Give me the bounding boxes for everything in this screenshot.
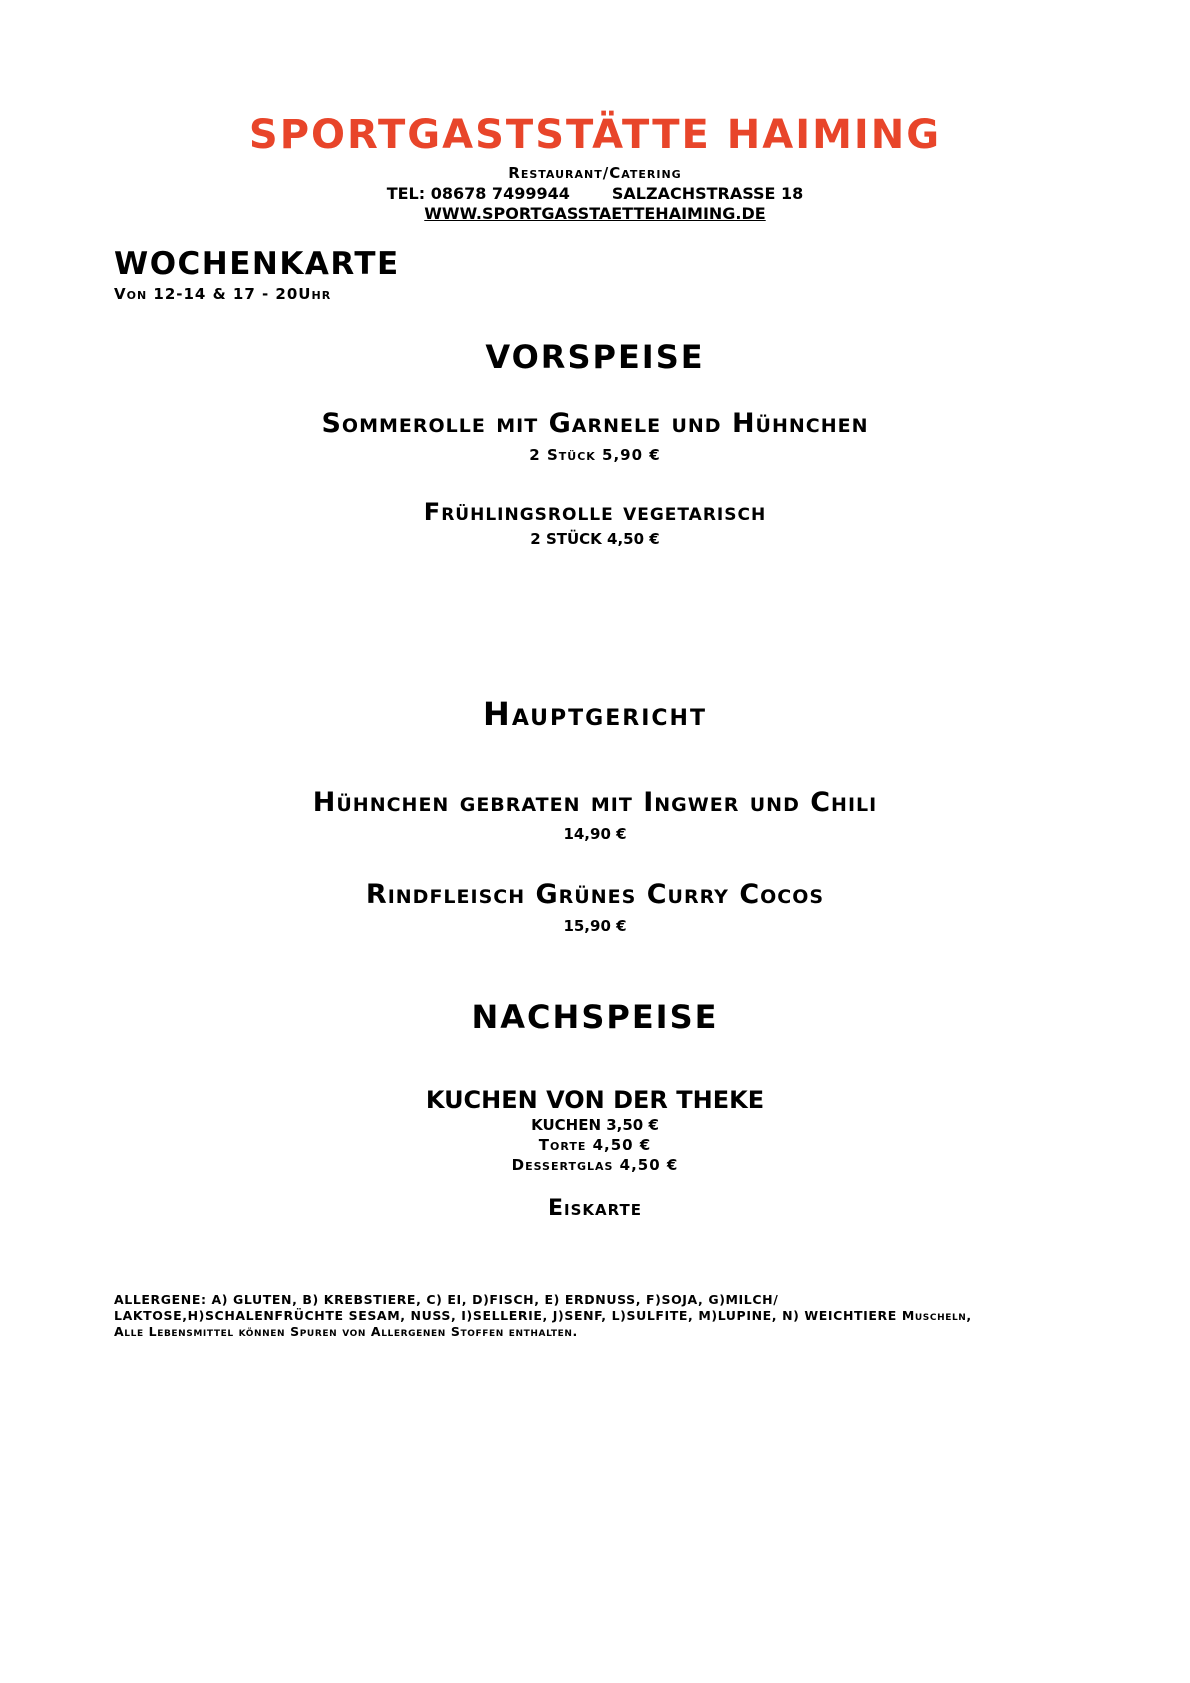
allergen-note: Alle Lebensmittel können Spuren von Allergenen Stoffen enthalten. — [114, 1324, 578, 1339]
opening-hours: Von 12-14 & 17 - 20Uhr — [114, 285, 332, 303]
dish-price: Torte 4,50 € — [538, 1136, 652, 1154]
dish-price: 15,90 € — [563, 917, 627, 935]
dish-name: Rindfleisch Grünes Curry Cocos — [365, 879, 825, 910]
phone-number: TEL: 08678 7499944 — [386, 184, 570, 203]
restaurant-subtitle: Restaurant/Catering — [508, 164, 682, 182]
dish-name: KUCHEN VON DER THEKE — [425, 1086, 765, 1114]
dish-name: Sommerolle mit Garnele und Hühnchen — [321, 408, 869, 439]
dish-price: 2 Stück 5,90 € — [529, 446, 661, 464]
weekly-menu-heading: WOCHENKARTE — [114, 246, 400, 282]
section-heading-hauptgericht: Hauptgericht — [483, 695, 707, 733]
allergen-line: ALLERGENE: A) GLUTEN, B) KREBSTIERE, C) EI, D)FISCH, E) ERDNUSS, F)SOJA, G)MILCH/ — [114, 1292, 779, 1307]
dish-price: Dessertglas 4,50 € — [511, 1156, 679, 1174]
dish-price: KUCHEN 3,50 € — [531, 1116, 659, 1134]
section-heading-vorspeise: VORSPEISE — [485, 338, 705, 376]
dish-name: Frühlingsrolle vegetarisch — [423, 498, 767, 526]
dish-name: Hühnchen gebraten mit Ingwer und Chili — [312, 787, 878, 818]
dish-price: 2 STÜCK 4,50 € — [530, 530, 660, 548]
website-link[interactable]: WWW.SPORTGASSTAETTEHAIMING.DE — [424, 204, 766, 223]
section-heading-nachspeise: NACHSPEISE — [471, 998, 719, 1036]
restaurant-title: SPORTGASTSTÄTTE HAIMING — [248, 112, 942, 158]
contact-line — [0, 184, 1190, 203]
dish-price: 14,90 € — [563, 825, 627, 843]
allergen-line: LAKTOSE,H)SCHALENFRÜCHTE SESAM, NUSS, I)SELLERIE, J)SENF, L)SULFITE, M)LUPINE, N) WEICHTIERE Muscheln, — [114, 1308, 972, 1323]
street-address: SALZACHSTRASSE 18 — [611, 184, 804, 203]
website-line — [0, 204, 1190, 223]
ice-cream-menu-label: Eiskarte — [548, 1196, 642, 1221]
